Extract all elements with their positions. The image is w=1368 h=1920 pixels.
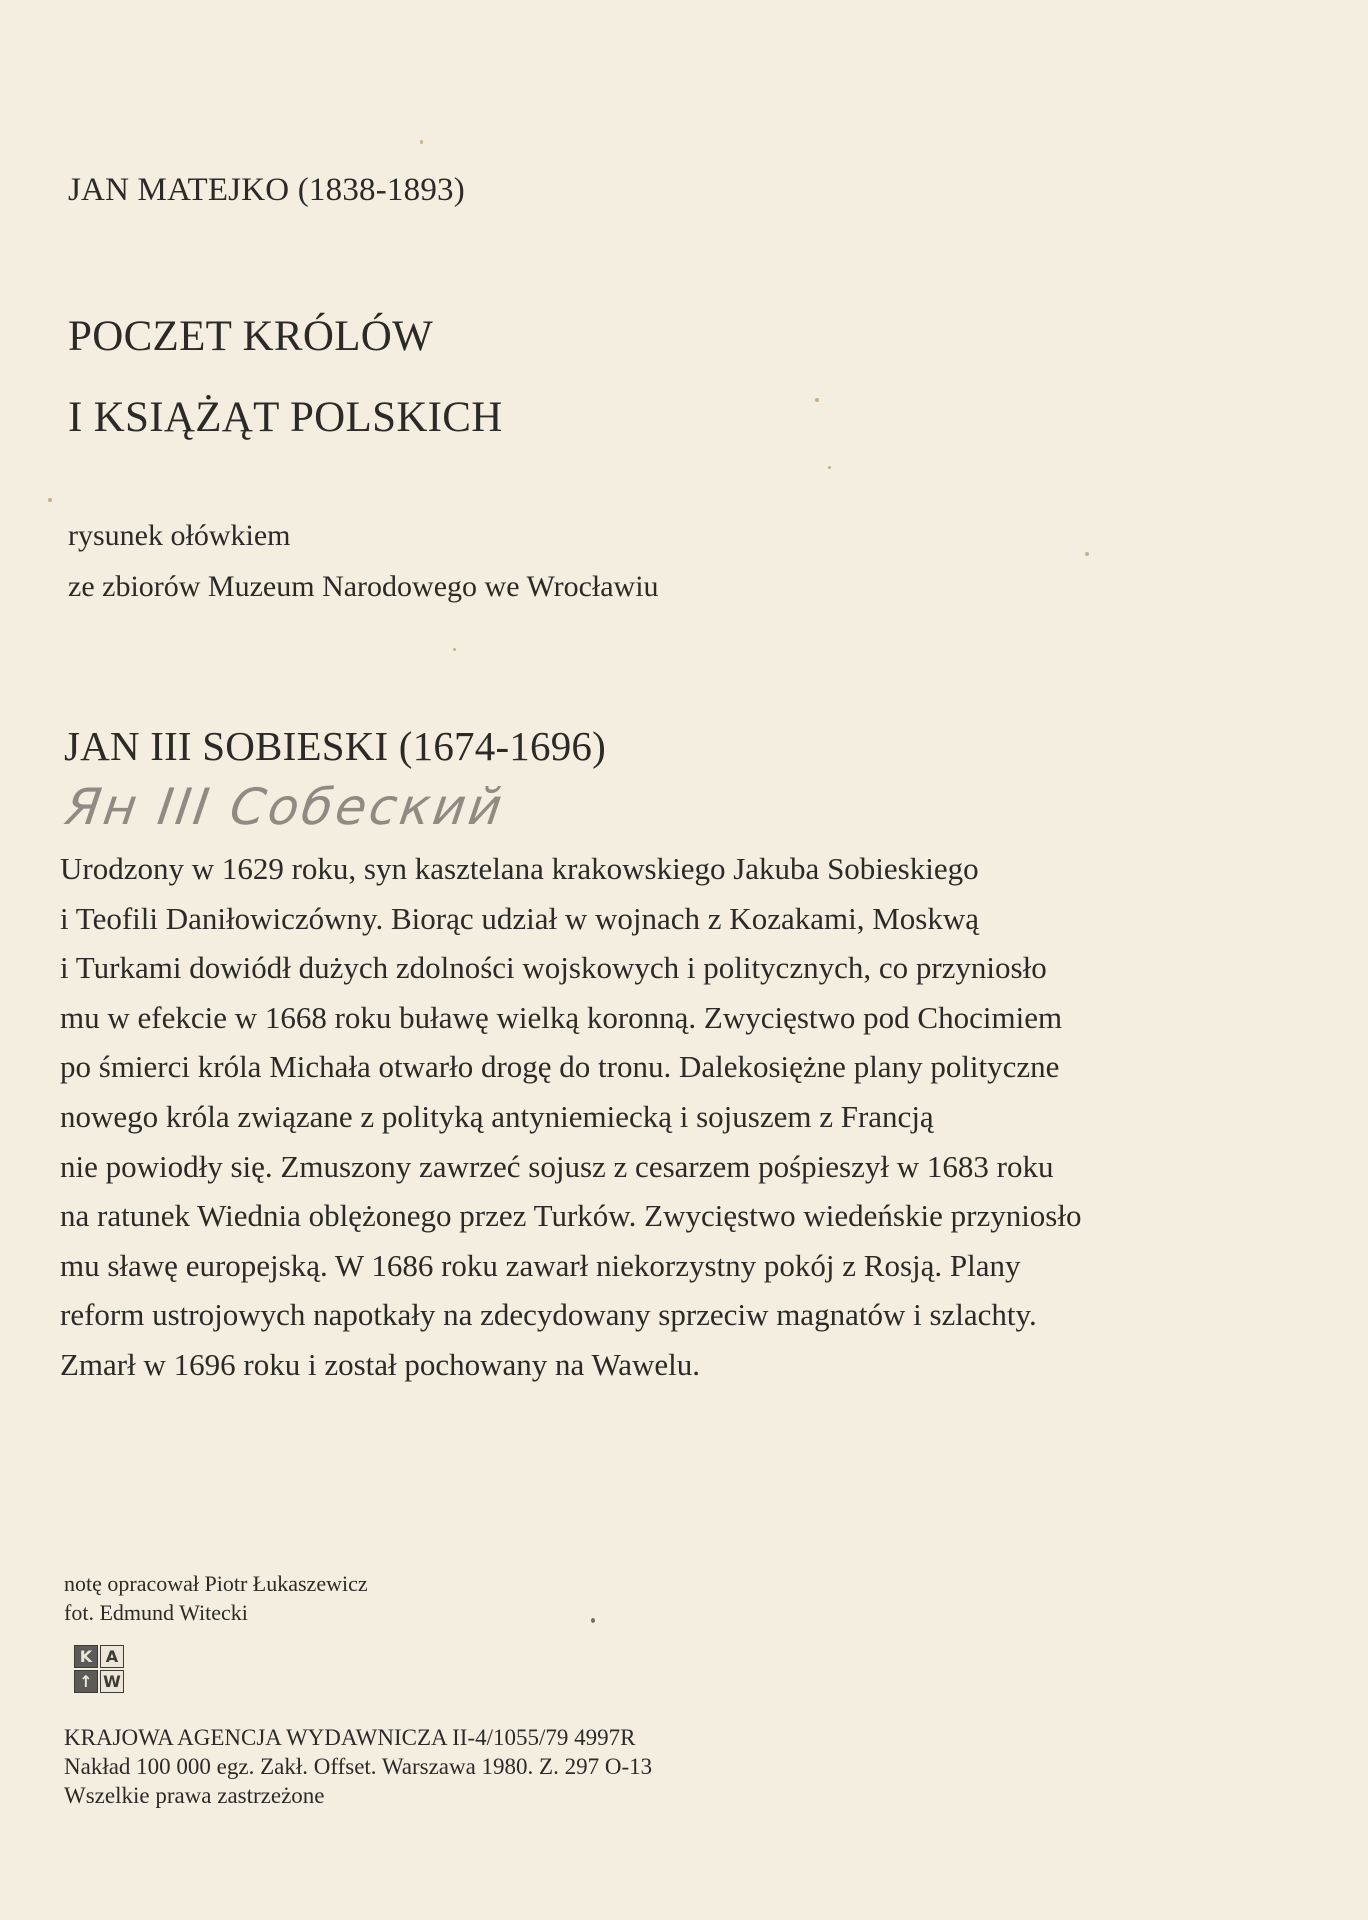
bio-line: nie powiodły się. Zmuszony zawrzeć sojusz z cesarzem pośpieszył w 1683 roku <box>60 1148 1054 1184</box>
note-author: notę opracował Piotr Łukaszewicz <box>64 1571 368 1596</box>
book-title-line-1: POCZET KRÓLÓW <box>68 313 434 360</box>
bio-line: mu w efekcie w 1668 roku buławę wielką koronną. Zwycięstwo pod Chocimiem <box>60 999 1063 1035</box>
paper-speck <box>591 1618 595 1623</box>
bio-line: mu sławę europejską. W 1686 roku zawarł niekorzystny pokój z Rosją. Plany <box>60 1247 1021 1283</box>
publisher-line-3: Wszelkie prawa zastrzeżone <box>64 1783 325 1808</box>
subtitle-line-1: rysunek ołówkiem <box>68 519 291 552</box>
logo-letter-a: A <box>100 1645 124 1668</box>
publisher-line-2: Nakład 100 000 egz. Zakł. Offset. Warszawa 1980. Z. 297 O-13 <box>64 1754 653 1779</box>
logo-letter-k: K <box>74 1645 98 1668</box>
book-title <box>68 296 503 458</box>
paper-speck <box>828 466 831 469</box>
paper-speck <box>453 648 456 651</box>
artist-heading: JAN MATEJKO (1838-1893) <box>68 172 465 208</box>
paper-speck <box>815 398 819 402</box>
bio-line: nowego króla związane z polityką antyniemiecką i sojuszem z Francją <box>60 1098 934 1134</box>
subtitle-line-2: ze zbiorów Muzeum Narodowego we Wrocławiu <box>68 570 659 603</box>
paper-speck <box>1085 552 1089 556</box>
handwritten-pencil-note: Ян III Собеский <box>61 778 509 836</box>
paper-speck <box>420 140 423 144</box>
logo-arrow-icon: ↑ <box>74 1670 98 1693</box>
bio-line: i Teofili Daniłowiczówny. Biorąc udział w wojnach z Kozakami, Moskwą <box>60 900 979 936</box>
bio-line: reform ustrojowych napotkały na zdecydowany sprzeciw magnatów i szlachty. <box>60 1297 1037 1333</box>
paper-speck <box>48 498 52 502</box>
kaw-publisher-logo <box>74 1645 124 1693</box>
publisher-imprint <box>64 1723 652 1810</box>
bio-line: Urodzony w 1629 roku, syn kasztelana krakowskiego Jakuba Sobieskiego <box>60 851 979 886</box>
subtitle <box>68 510 659 612</box>
bio-line: Zmarł w 1696 roku i został pochowany na Wawelu. <box>60 1346 701 1382</box>
king-heading: JAN III SOBIESKI (1674-1696) <box>64 723 606 769</box>
credits <box>64 1569 368 1627</box>
publisher-line-1: KRAJOWA AGENCJA WYDAWNICZA II-4/1055/79 4997R <box>64 1725 636 1750</box>
bio-line: na ratunek Wiednia oblężonego przez Turków. Zwycięstwo wiedeńskie przyniosło <box>60 1198 1082 1234</box>
logo-letter-w: W <box>100 1670 124 1693</box>
book-title-line-2: I KSIĄŻĄT POLSKICH <box>68 394 503 441</box>
biography-text <box>60 844 1082 1390</box>
bio-line: i Turkami dowiódł dużych zdolności wojskowych i politycznych, co przyniosło <box>60 950 1047 986</box>
photo-credit: fot. Edmund Witecki <box>64 1600 248 1625</box>
bio-line: po śmierci króla Michała otwarło drogę do tronu. Dalekosiężne plany polityczne <box>60 1049 1060 1085</box>
